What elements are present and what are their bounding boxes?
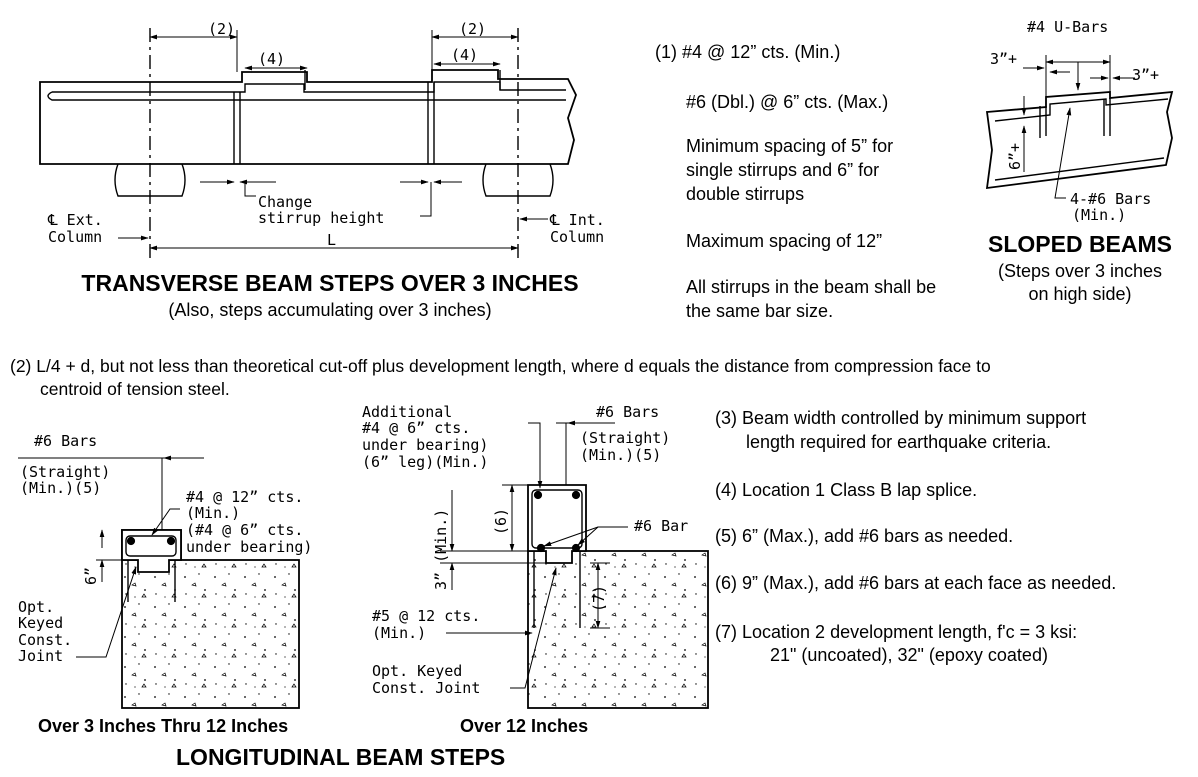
note-3-line-2: length required for earthquake criteria. [746,432,1052,452]
transverse-subtitle: (Also, steps accumulating over 3 inches) [168,300,492,320]
note-2-line-2: centroid of tension steel. [40,379,230,399]
note-1-line-3: Minimum spacing of 5” for [686,136,894,156]
ls-opt-2: Keyed [18,614,64,632]
note-1-line-8: the same bar size. [686,301,834,321]
sloped-vert-dim: 6”+ [1006,142,1024,170]
ms-add-1: Additional [362,403,453,421]
ls-stir-2: (Min.) [186,504,241,522]
ms-s5-2: (Min.) [372,624,427,642]
note-5: (5) 6” (Max.), add #6 bars as needed. [715,526,1014,546]
sloped-bars-label: 4-#6 Bars [1070,190,1152,208]
note-1-line-1: (1) #4 @ 12” cts. (Min.) [655,42,841,62]
note-1-line-4: single stirrups and 6” for [686,160,880,180]
note-4: (4) Location 1 Class B lap splice. [715,480,978,500]
note-1-line-6: Maximum spacing of 12” [686,231,883,251]
ls-stir-1: #4 @ 12” cts. [186,488,304,506]
ls-bars: #6 Bars [34,432,98,450]
dim-right-4: (4) [451,46,479,64]
sloped-sub-1: (Steps over 3 inches [997,261,1163,281]
ls-opt-1: Opt. [18,598,55,616]
note-1-line-7: All stirrups in the beam shall be [686,277,937,297]
ms-s5-1: #5 @ 12 cts. [372,607,481,625]
sloped-sub-2: on high side) [1028,284,1132,304]
ls-min5: (Min.)(5) [20,479,102,497]
ms-dim6: (6) [492,507,510,535]
ls-dim6: 6” [82,566,100,585]
transverse-title: TRANSVERSE BEAM STEPS OVER 3 INCHES [81,270,579,296]
ubars-label: #4 U-Bars [1027,18,1109,36]
ls-opt-3: Const. [18,631,73,649]
sloped-title: SLOPED BEAMS [987,231,1173,257]
ls-stir-3: (#4 @ 6” cts. [186,521,304,539]
ms-dim7: (7) [590,584,608,612]
ms-bars: #6 Bars [596,403,660,421]
note-3-line-1: (3) Beam width controlled by minimum support [715,408,1087,428]
ext-column-label: ℄ Ext. [48,211,103,229]
ms-min5: (Min.)(5) [580,446,662,464]
int-column-label-2: Column [550,228,605,246]
note-1-line-5: double stirrups [686,184,805,204]
sloped-right-dim: 3”+ [1132,66,1160,84]
ms-opt-2: Const. Joint [372,679,481,697]
dim-right-2: (2) [459,20,487,38]
sloped-left-dim: 3”+ [990,50,1018,68]
note-7-line-2: 21" (uncoated), 32" (epoxy coated) [770,645,1048,665]
sloped-bars-min: (Min.) [1072,206,1127,224]
left-section-caption: Over 3 Inches Thru 12 Inches [38,716,289,736]
mid-section-caption: Over 12 Inches [460,716,589,736]
ms-straight: (Straight) [580,429,671,447]
dim-left-4: (4) [258,50,286,68]
longitudinal-title: LONGITUDINAL BEAM STEPS [176,744,506,770]
ms-add-4: (6” leg)(Min.) [362,453,489,471]
dim-left-2: (2) [208,20,236,38]
ms-opt-1: Opt. Keyed [372,662,463,680]
ls-opt-4: Joint [18,647,64,665]
stirrup-height-label: stirrup height [258,209,385,227]
ms-bar6: #6 Bar [634,517,689,535]
ls-straight: (Straight) [20,463,111,481]
ms-dim3: 3” (Min.) [432,508,450,590]
note-6: (6) 9” (Max.), add #6 bars at each face as needed. [715,573,1117,593]
note-1-line-2: #6 (Dbl.) @ 6” cts. (Max.) [686,92,889,112]
ext-column-label-2: Column [48,228,103,246]
ms-add-2: #4 @ 6” cts. [362,419,471,437]
change-label: Change [258,193,313,211]
note-2-line-1: (2) L/4 + d, but not less than theoretical cut-off plus development length, where d equals the distance from compression face to [10,356,991,376]
span-label: L [327,231,337,249]
ms-add-3: under bearing) [362,436,489,454]
note-7-line-1: (7) Location 2 development length, f'c = 3 ksi: [715,622,1078,642]
ls-stir-4: under bearing) [186,538,313,556]
int-column-label: ℄ Int. [550,211,605,229]
